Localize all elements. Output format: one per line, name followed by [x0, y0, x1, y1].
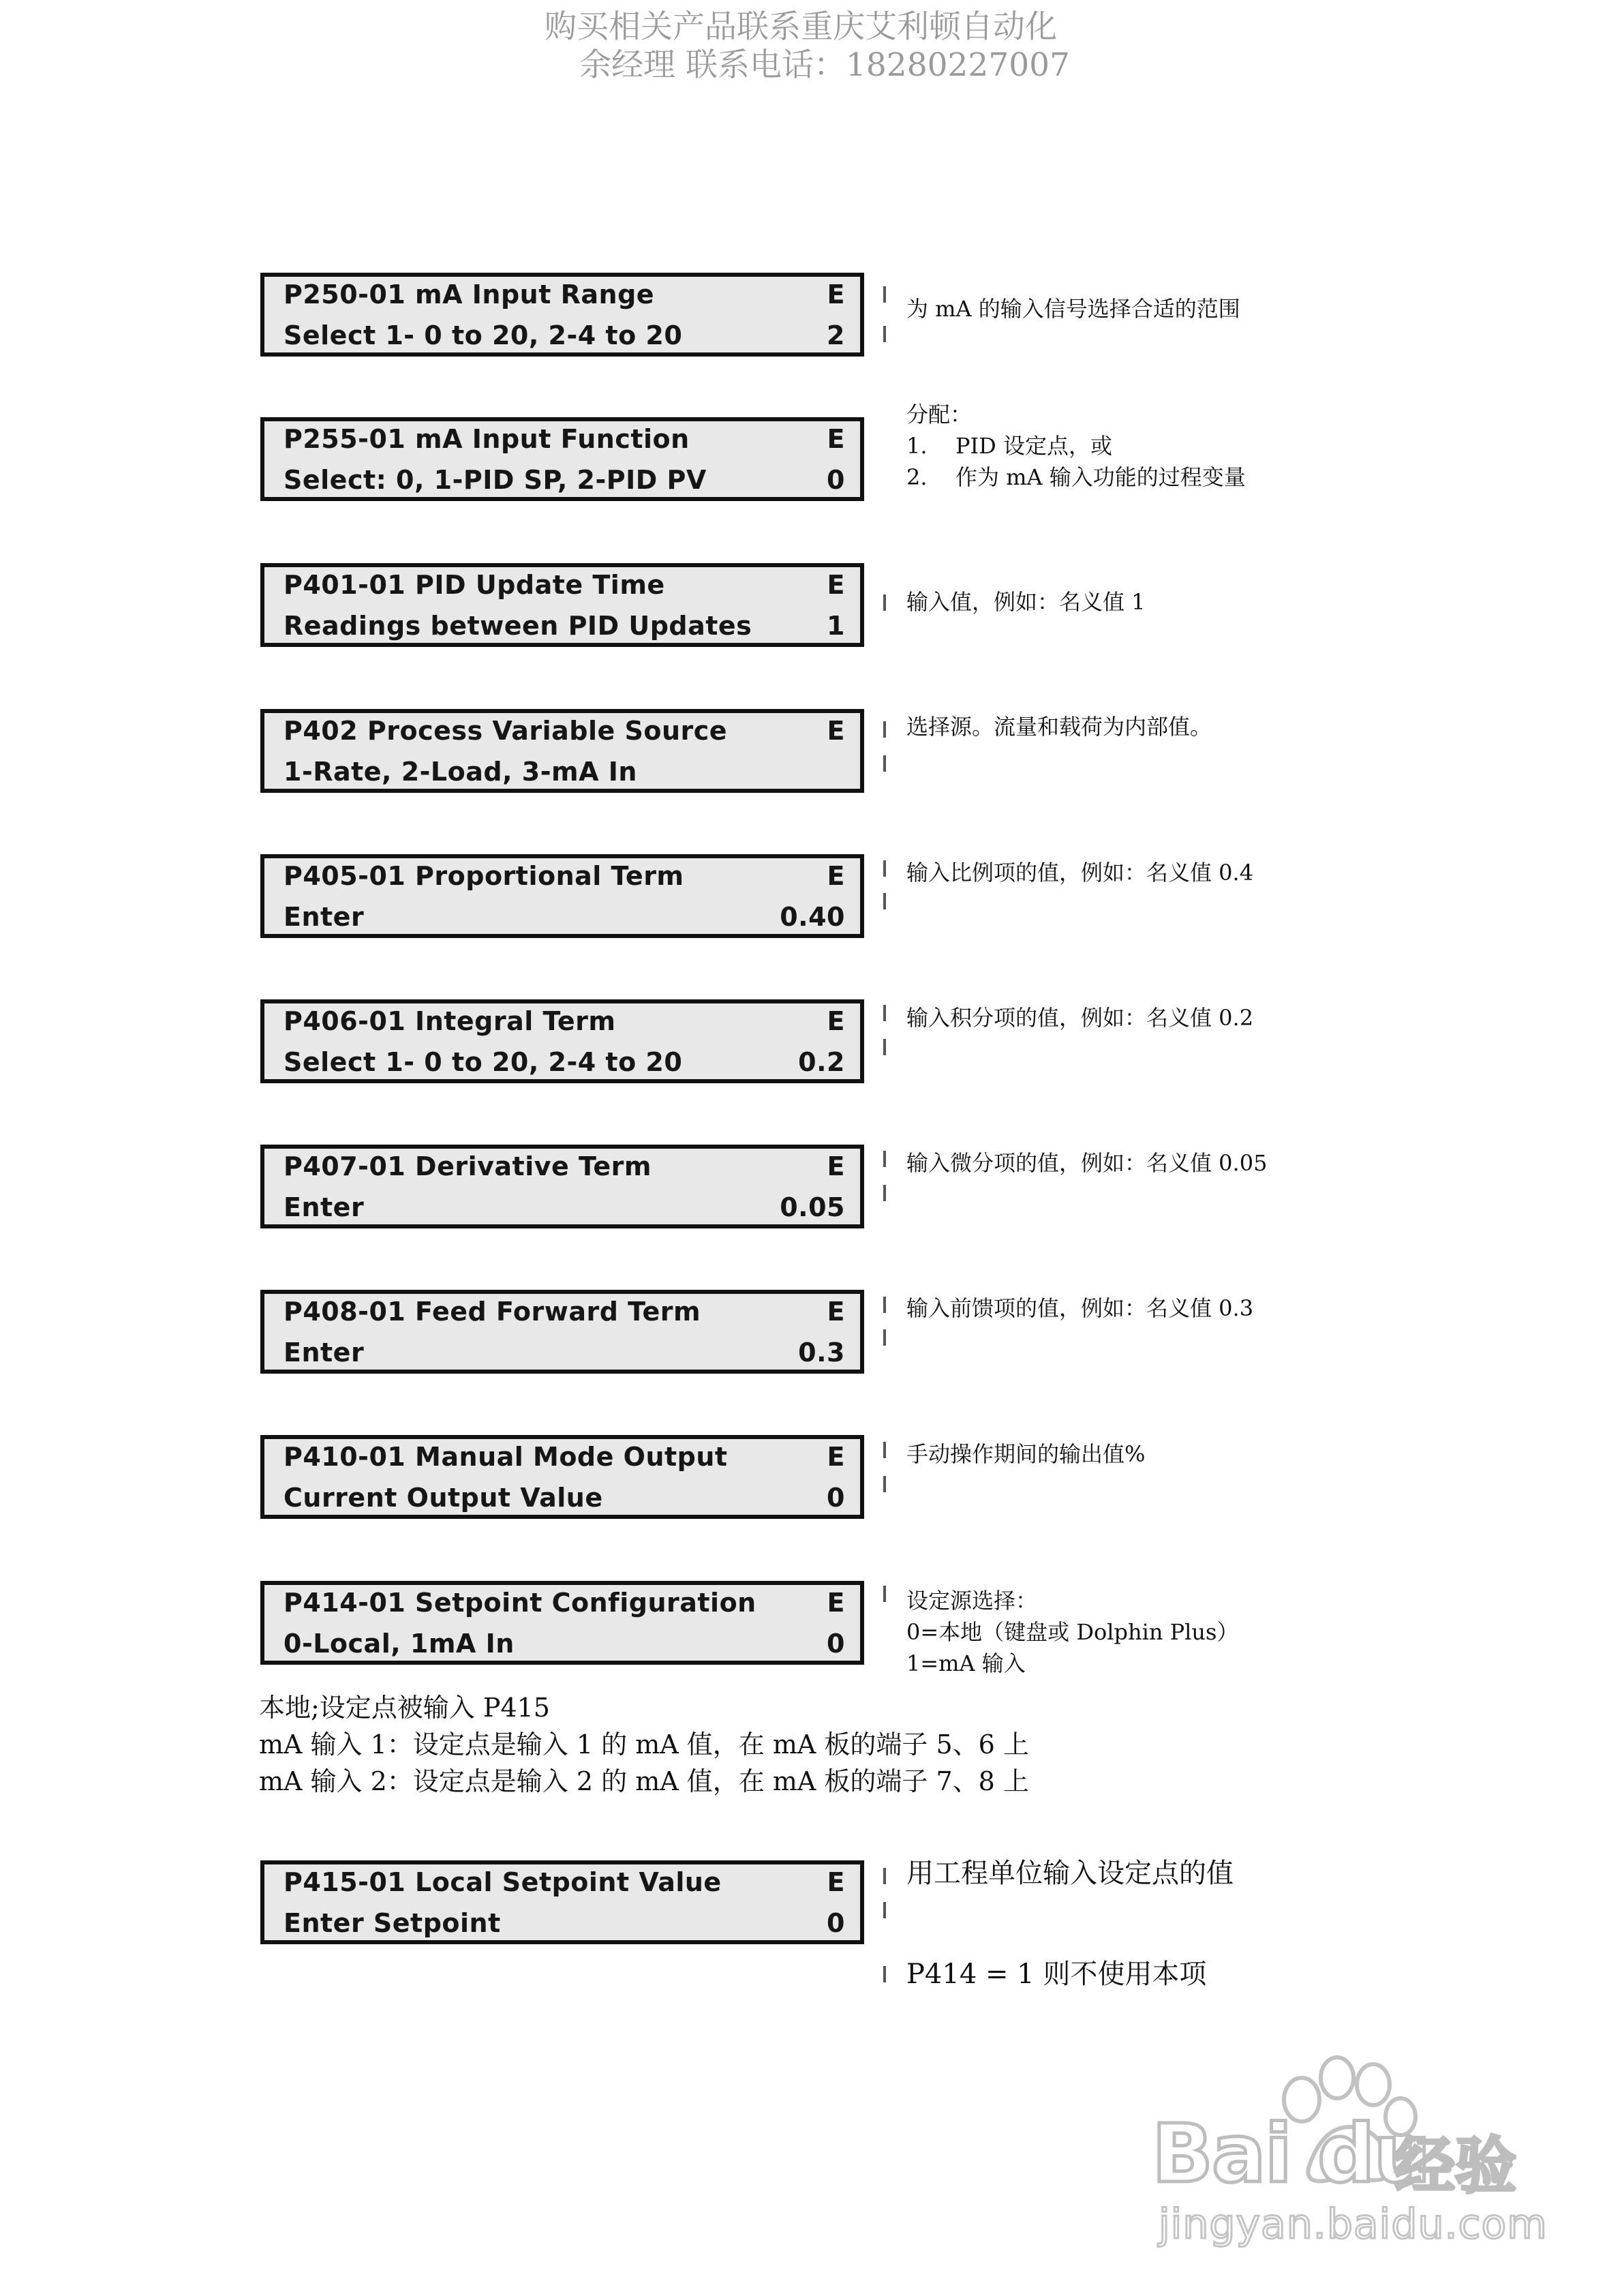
page-header — [0, 8, 1622, 85]
lcd-title: P250-01 mA Input Range — [284, 280, 655, 309]
lcd-prompt: Select 1- 0 to 20, 2-4 to 20 — [284, 320, 683, 350]
watermark-url: jingyan.baidu.com — [1159, 2201, 1548, 2248]
desc-p255-item2 — [906, 462, 1246, 493]
note-line-1: 本地;设定点被输入 P415 — [259, 1693, 550, 1723]
lcd-p408 — [260, 1290, 864, 1374]
lcd-p407 — [260, 1145, 864, 1228]
list-number: 1. — [906, 433, 928, 459]
margin-mark — [883, 721, 886, 738]
desc-p408: 输入前馈项的值，例如：名义值 0.3 — [906, 1295, 1254, 1321]
lcd-flag: E — [827, 716, 845, 746]
lcd-title: P402 Process Variable Source — [284, 716, 728, 746]
watermark-brand: Bai du — [1152, 2106, 1430, 2201]
lcd-p406 — [260, 999, 864, 1083]
desc-p255-title: 分配： — [906, 402, 973, 427]
watermark-brand-cn: 经验 — [1394, 2130, 1516, 2202]
desc-p405: 输入比例项的值，例如：名义值 0.4 — [906, 860, 1254, 886]
lcd-title: P415-01 Local Setpoint Value — [284, 1867, 722, 1897]
margin-mark — [883, 594, 886, 611]
lcd-title: P406-01 Integral Term — [284, 1006, 616, 1036]
lcd-prompt: Enter — [284, 902, 365, 932]
lcd-title: P408-01 Feed Forward Term — [284, 1297, 701, 1327]
lcd-flag: E — [827, 1588, 845, 1618]
lcd-flag: E — [827, 1867, 845, 1897]
desc-p407: 输入微分项的值，例如：名义值 0.05 — [906, 1150, 1268, 1176]
lcd-value: 0 — [827, 1483, 845, 1513]
header-line-2: 余经理 联系电话：18280227007 — [579, 46, 1070, 84]
lcd-flag: E — [827, 1006, 845, 1036]
margin-mark — [883, 860, 886, 877]
margin-mark — [883, 286, 886, 303]
lcd-p255 — [260, 417, 864, 501]
lcd-p414 — [260, 1581, 864, 1665]
margin-mark — [883, 1005, 886, 1021]
lcd-flag: E — [827, 861, 845, 891]
margin-mark — [883, 1476, 886, 1492]
lcd-p401 — [260, 563, 864, 647]
lcd-p410 — [260, 1435, 864, 1519]
margin-mark — [883, 1297, 886, 1313]
lcd-prompt: Enter — [284, 1192, 365, 1222]
lcd-value: 0 — [827, 1908, 845, 1938]
margin-mark — [883, 1868, 886, 1884]
list-text: 作为 mA 输入功能的过程变量 — [955, 464, 1246, 490]
baidu-watermark — [1152, 2052, 1548, 2256]
lcd-flag: E — [827, 1297, 845, 1327]
lcd-title: P401-01 PID Update Time — [284, 570, 665, 600]
margin-mark — [883, 1442, 886, 1458]
desc-p255-item1 — [906, 430, 1112, 462]
desc-p414-line1: 0=本地（键盘或 Dolphin Plus） — [906, 1619, 1239, 1645]
desc-p401: 输入值，例如：名义值 1 — [906, 589, 1146, 615]
header-line-1: 购买相关产品联系重庆艾利顿自动化 — [545, 8, 1057, 46]
lcd-prompt: 0-Local, 1mA In — [284, 1629, 515, 1659]
lcd-p250 — [260, 273, 864, 357]
lcd-title: P405-01 Proportional Term — [284, 861, 684, 891]
desc-p415: 用工程单位输入设定点的值 — [906, 1858, 1234, 1889]
lcd-value: 0.3 — [798, 1338, 845, 1368]
margin-mark — [883, 1185, 886, 1201]
lcd-prompt: Enter — [284, 1338, 365, 1368]
lcd-title: P255-01 mA Input Function — [284, 424, 690, 454]
lcd-prompt: Current Output Value — [284, 1483, 603, 1513]
lcd-value: 2 — [827, 320, 845, 350]
lcd-flag: E — [827, 424, 845, 454]
lcd-flag: E — [827, 570, 845, 600]
lcd-title: P414-01 Setpoint Configuration — [284, 1588, 756, 1618]
desc-p402: 选择源。流量和载荷为内部值。 — [906, 714, 1212, 740]
margin-mark — [883, 1966, 886, 1982]
margin-mark — [883, 1039, 886, 1055]
lcd-value: 0.05 — [780, 1192, 845, 1222]
list-text: PID 设定点，或 — [955, 433, 1113, 459]
margin-mark — [883, 1151, 886, 1167]
margin-mark — [883, 326, 886, 342]
lcd-prompt: 1-Rate, 2-Load, 3-mA In — [284, 757, 637, 787]
lcd-title: P410-01 Manual Mode Output — [284, 1442, 728, 1472]
desc-p414-line2: 1=mA 输入 — [906, 1650, 1026, 1676]
lcd-flag: E — [827, 1442, 845, 1472]
desc-p414-title: 设定源选择： — [906, 1588, 1038, 1614]
lcd-p405 — [260, 854, 864, 938]
lcd-p402 — [260, 709, 864, 793]
lcd-flag: E — [827, 1151, 845, 1181]
margin-mark — [883, 755, 886, 772]
margin-mark — [883, 1329, 886, 1346]
lcd-value: 0 — [827, 1629, 845, 1659]
lcd-value: 1 — [827, 611, 845, 641]
list-number: 2. — [906, 464, 928, 490]
desc-p250: 为 mA 的输入信号选择合适的范围 — [906, 296, 1240, 322]
desc-p415-note: P414 = 1 则不使用本项 — [906, 1959, 1207, 1990]
lcd-p415 — [260, 1860, 864, 1944]
note-line-3: mA 输入 2：设定点是输入 2 的 mA 值，在 mA 板的端子 7、8 上 — [259, 1766, 1029, 1796]
lcd-prompt: Select 1- 0 to 20, 2-4 to 20 — [284, 1047, 683, 1077]
lcd-title: P407-01 Derivative Term — [284, 1151, 652, 1181]
lcd-prompt: Readings between PID Updates — [284, 611, 752, 641]
desc-p406: 输入积分项的值，例如：名义值 0.2 — [906, 1005, 1254, 1031]
margin-mark — [883, 1902, 886, 1918]
lcd-value: 0.2 — [798, 1047, 845, 1077]
desc-p410: 手动操作期间的输出值% — [906, 1441, 1146, 1467]
margin-mark — [883, 893, 886, 909]
lcd-prompt: Select: 0, 1-PID SP, 2-PID PV — [284, 465, 707, 495]
margin-mark — [883, 1586, 886, 1602]
note-line-2: mA 输入 1：设定点是输入 1 的 mA 值，在 mA 板的端子 5、6 上 — [259, 1729, 1029, 1759]
lcd-flag: E — [827, 280, 845, 309]
lcd-value: 0.40 — [780, 902, 845, 932]
lcd-prompt: Enter Setpoint — [284, 1908, 501, 1938]
lcd-value: 0 — [827, 465, 845, 495]
